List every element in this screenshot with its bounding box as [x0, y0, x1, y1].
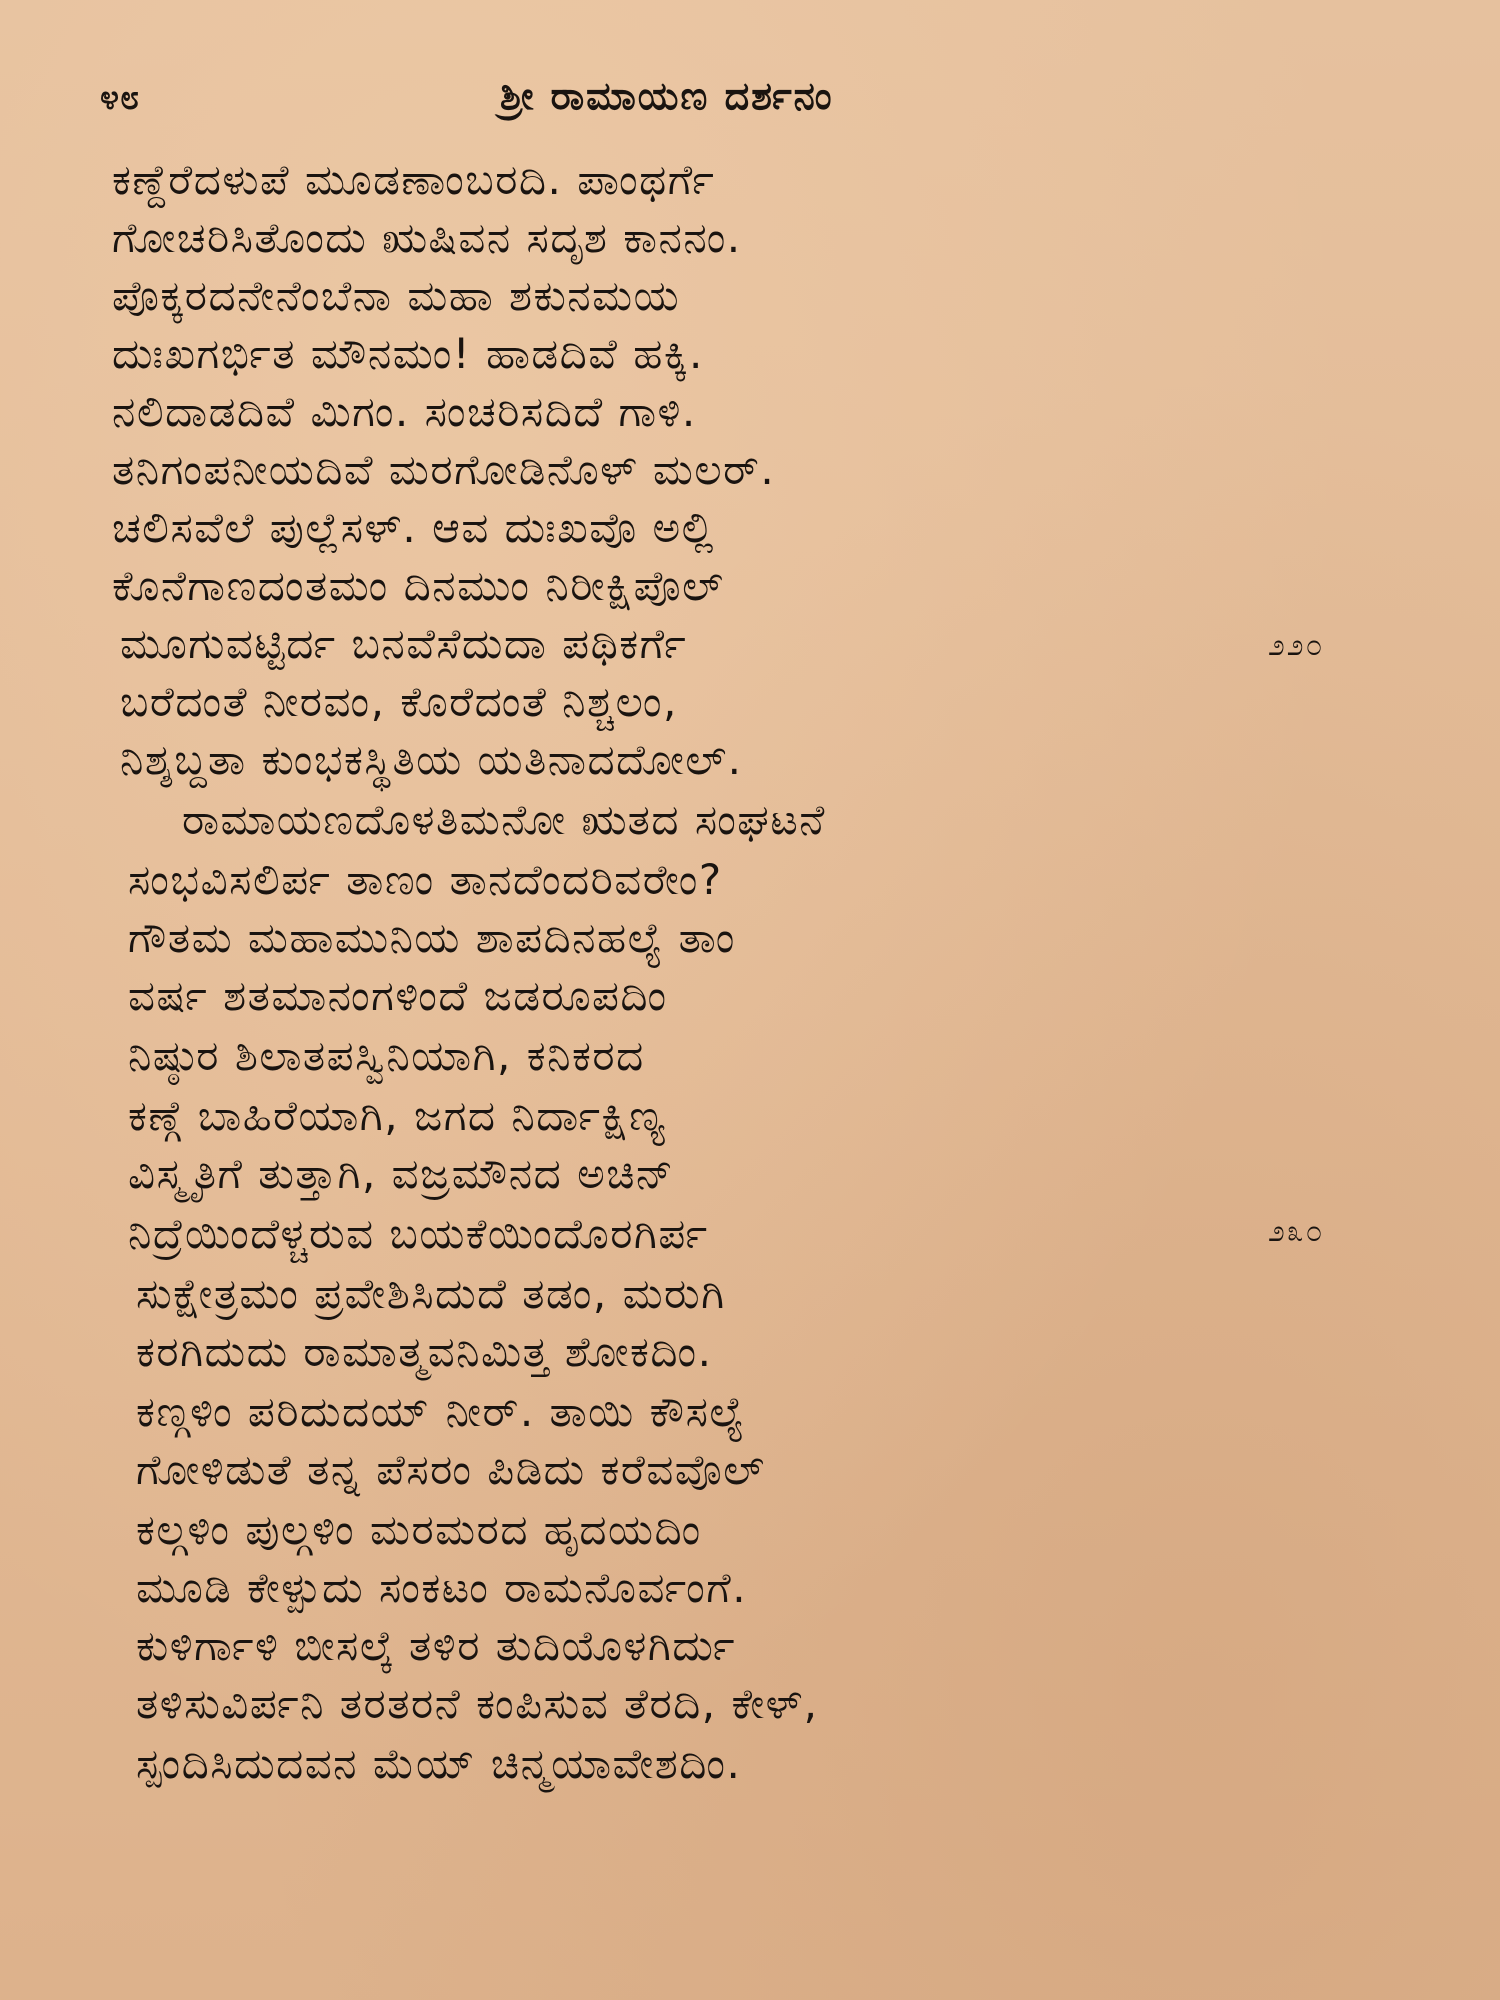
- verse-line: ಕಣ್ಗೆ ಬಾಹಿರೆಯಾಗಿ, ಜಗದ ನಿರ್ದಾಕ್ಷಿಣ್ಯ: [128, 1091, 667, 1140]
- page-number: ೪೮: [100, 78, 141, 118]
- verse-line: ಗೌತಮ ಮಹಾಮುನಿಯ ಶಾಪದಿನಹಲ್ಯೆ ತಾಂ: [128, 913, 736, 962]
- verse-line: ನಿಷ್ಠುರ ಶಿಲಾತಪಸ್ವಿನಿಯಾಗಿ, ಕನಿಕರದ: [128, 1031, 645, 1080]
- verse-line: ಸುಕ್ಷೇತ್ರಮಂ ಪ್ರವೇಶಿಸಿದುದೆ ತಡಂ, ಮರುಗಿ: [136, 1269, 726, 1318]
- verse-line: ಕುಳಿರ್ಗಾಳಿ ಬೀಸಲ್ಕೆ ತಳಿರ ತುದಿಯೊಳಗಿರ್ದು: [136, 1621, 737, 1670]
- verse-line: ತಳಿಸುವಿರ್ಪನಿ ತರತರನೆ ಕಂಪಿಸುವ ತೆರದಿ, ಕೇಳ್,: [136, 1679, 819, 1728]
- verse-line: ಕೊನೆಗಾಣದಂತಮಂ ದಿನಮುಂ ನಿರೀಕ್ಷಿಪೊಲ್: [112, 561, 725, 610]
- verse-line: ತನಿಗಂಪನೀಯದಿವೆ ಮರಗೋಡಿನೊಳ್ ಮಲರ್.: [112, 445, 776, 494]
- verse-line: ಕಣ್ದೆರೆದಳುಪೆ ಮೂಡಣಾಂಬರದಿ. ಪಾಂಥರ್ಗೆ: [112, 155, 716, 204]
- verse-line: ಕರಗಿದುದು ರಾಮಾತ್ಮವನಿಮಿತ್ತ ಶೋಕದಿಂ.: [136, 1327, 713, 1376]
- verse-line: ಗೋಳಿಡುತೆ ತನ್ನ ಪೆಸರಂ ಪಿಡಿದು ಕರೆವವೊಲ್: [136, 1445, 766, 1494]
- line-number: ೨೩೦: [1268, 1214, 1325, 1249]
- verse-line: ನಿಶ್ಶಬ್ದತಾ ಕುಂಭಕಸ್ಥಿತಿಯ ಯತಿನಾದದೋಲ್.: [120, 735, 743, 784]
- verse-line: ವರ್ಷ ಶತಮಾನಂಗಳಿಂದೆ ಜಡರೂಪದಿಂ: [128, 971, 668, 1020]
- verse-line: ವಿಸ್ಮೃತಿಗೆ ತುತ್ತಾಗಿ, ವಜ್ರಮೌನದ ಅಚಿನ್: [128, 1149, 675, 1198]
- verse-line: ನಲಿದಾಡದಿವೆ ಮಿಗಂ. ಸಂಚರಿಸದಿದೆ ಗಾಳಿ.: [112, 387, 697, 436]
- verse-line: ಸಂಭವಿಸಲಿರ್ಪ ತಾಣಂ ತಾನದೆಂದರಿವರೇಂ?: [128, 855, 723, 904]
- verse-line: ದುಃಖಗರ್ಭಿತ ಮೌನಮಂ! ಹಾಡದಿವೆ ಹಕ್ಕಿ.: [112, 329, 704, 378]
- verse-line: ಬರೆದಂತೆ ನೀರವಂ, ಕೊರೆದಂತೆ ನಿಶ್ಚಲಂ,: [120, 677, 678, 726]
- verse-line: ನಿದ್ರೆಯಿಂದೆಳ್ಚರುವ ಬಯಕೆಯಿಂದೊರಗಿರ್ಪ: [128, 1209, 709, 1258]
- verse-line: ಮೂಡಿ ಕೇಳ್ಪುದು ಸಂಕಟಂ ರಾಮನೊರ್ವಂಗೆ.: [136, 1563, 748, 1612]
- running-title: ಶ್ರೀ ರಾಮಾಯಣ ದರ್ಶನಂ: [500, 74, 834, 118]
- verse-line: ರಾಮಾಯಣದೊಳತಿಮನೋ ಋತದ ಸಂಘಟನೆ: [182, 795, 826, 844]
- verse-line: ಪೊಕ್ಕರದನೇನೆಂಬೆನಾ ಮಹಾ ಶಕುನಮಯ: [112, 271, 681, 320]
- verse-line: ಸ್ಪಂದಿಸಿದುದವನ ಮೆಯ್ ಚಿನ್ಮಯಾವೇಶದಿಂ.: [136, 1739, 742, 1788]
- line-number: ೨೨೦: [1268, 628, 1325, 663]
- verse-line: ಕಲ್ಗಳಿಂ ಪುಲ್ಗಳಿಂ ಮರಮರದ ಹೃದಯದಿಂ: [136, 1505, 702, 1554]
- verse-line: ಚಲಿಸವೆಲೆ ಪುಲ್ಲೆಸಳ್. ಆವ ದುಃಖವೊ ಅಲ್ಲಿ: [112, 503, 715, 552]
- verse-line: ಗೋಚರಿಸಿತೊಂದು ಋಷಿವನ ಸದೃಶ ಕಾನನಂ.: [112, 213, 742, 262]
- verse-line: ಮೂಗುವಟ್ಟಿರ್ದ ಬನವೆಸೆದುದಾ ಪಥಿಕರ್ಗೆ: [120, 619, 688, 668]
- verse-line: ಕಣ್ಗಳಿಂ ಪರಿದುದಯ್ ನೀರ್. ತಾಯಿ ಕೌಸಲ್ಯೆ: [136, 1387, 746, 1436]
